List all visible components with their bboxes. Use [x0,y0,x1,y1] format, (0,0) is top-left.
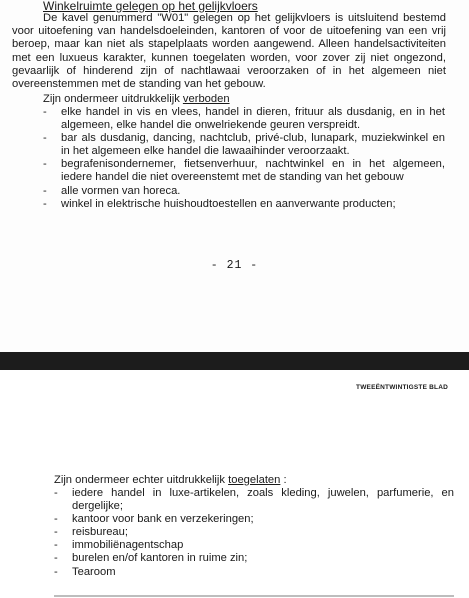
list-item [54,539,454,552]
list-item [54,566,454,579]
prohibited-list-intro [43,93,230,106]
list-item [54,487,454,513]
list-item-text: immobiliënagentschap [72,539,184,552]
dash-bullet: - [43,184,47,197]
permitted-list [54,487,454,579]
list-item [43,106,445,132]
list-item [43,158,445,184]
list-item [43,198,445,211]
page-number: - 21 - [210,259,259,272]
intro-emphasis: toegelaten [228,474,281,486]
cut-off-text-line [54,592,454,598]
list-item [43,132,445,158]
section-paragraph [12,12,446,91]
dash-bullet: - [54,487,58,499]
intro-text: Zijn ondermeer echter uitdrukkelijk [54,474,229,486]
paragraph-text: De kavel genummerd "W01" gelegen op het gelijkvloers is uitsluitend bestemd voor uitoefening van handelsdoeleinden, kantoren of voor de uitoefening van een vrij beroep, maar kan niet als stapelplaats worden aangewend. Alleen handelsactiviteiten met een luxueus karakter, kunnen toegelaten worden, voor zover zij niet ongezond, gevaarlijk of hinderend zijn of nachtlawaai veroorzaken of in het algemeen niet overeenstemmen met de standing van het gebouw. [12,12,446,91]
list-item [43,185,445,198]
page-separator [0,352,469,370]
dash-bullet: - [54,513,58,526]
intro-suffix: : [280,474,287,486]
list-item-text: reisbureau; [72,526,128,539]
list-item [54,526,454,539]
list-item-text: iedere handel in luxe-artikelen, zoals kleding, juwelen, parfumerie, en dergelijke; [72,487,454,513]
intro-emphasis: verboden [182,93,230,105]
dash-bullet: - [54,526,58,539]
section-heading: Winkelruimte gelegen op het gelijkvloers [43,0,258,13]
dash-bullet: - [43,197,47,210]
list-item-text: burelen en/of kantoren in ruime zin; [72,552,248,565]
list-item-text: begrafenisondernemer, fietsenverhuur, nachtwinkel en in het algemeen, iedere handel die niet overeenstemt met de standing van het gebouw [61,158,445,184]
dash-bullet: - [54,565,58,578]
list-item-text: kantoor voor bank en verzekeringen; [72,513,254,526]
dash-bullet: - [54,552,58,565]
intro-text: Zijn ondermeer uitdrukkelijk [43,93,183,105]
list-item [54,552,454,565]
prohibited-list [43,106,445,211]
dash-bullet: - [54,539,58,552]
list-item-text: winkel in elektrische huishoudtoestellen en aanverwante producten; [61,197,396,210]
list-item-text: bar als dusdanig, dancing, nachtclub, privé-club, lunapark, muziekwinkel en in het algemeen elke handel die lawaaihinder veroorzaakt. [61,132,445,158]
dash-bullet: - [43,158,47,171]
list-item [54,513,454,526]
list-item-text: alle vormen van horeca. [61,184,181,197]
dash-bullet: - [43,106,47,118]
document-page-22 [0,370,469,598]
sheet-label: TWEEËNTWINTIGSTE BLAD [356,384,448,391]
list-item-text: Tearoom [72,565,116,578]
list-item-text: elke handel in vis en vlees, handel in dieren, frituur als dusdanig, en in het algemeen, elke handel die onwelriekende geuren verspreidt. [61,106,445,132]
dash-bullet: - [43,132,47,145]
permitted-list-intro [54,474,287,487]
